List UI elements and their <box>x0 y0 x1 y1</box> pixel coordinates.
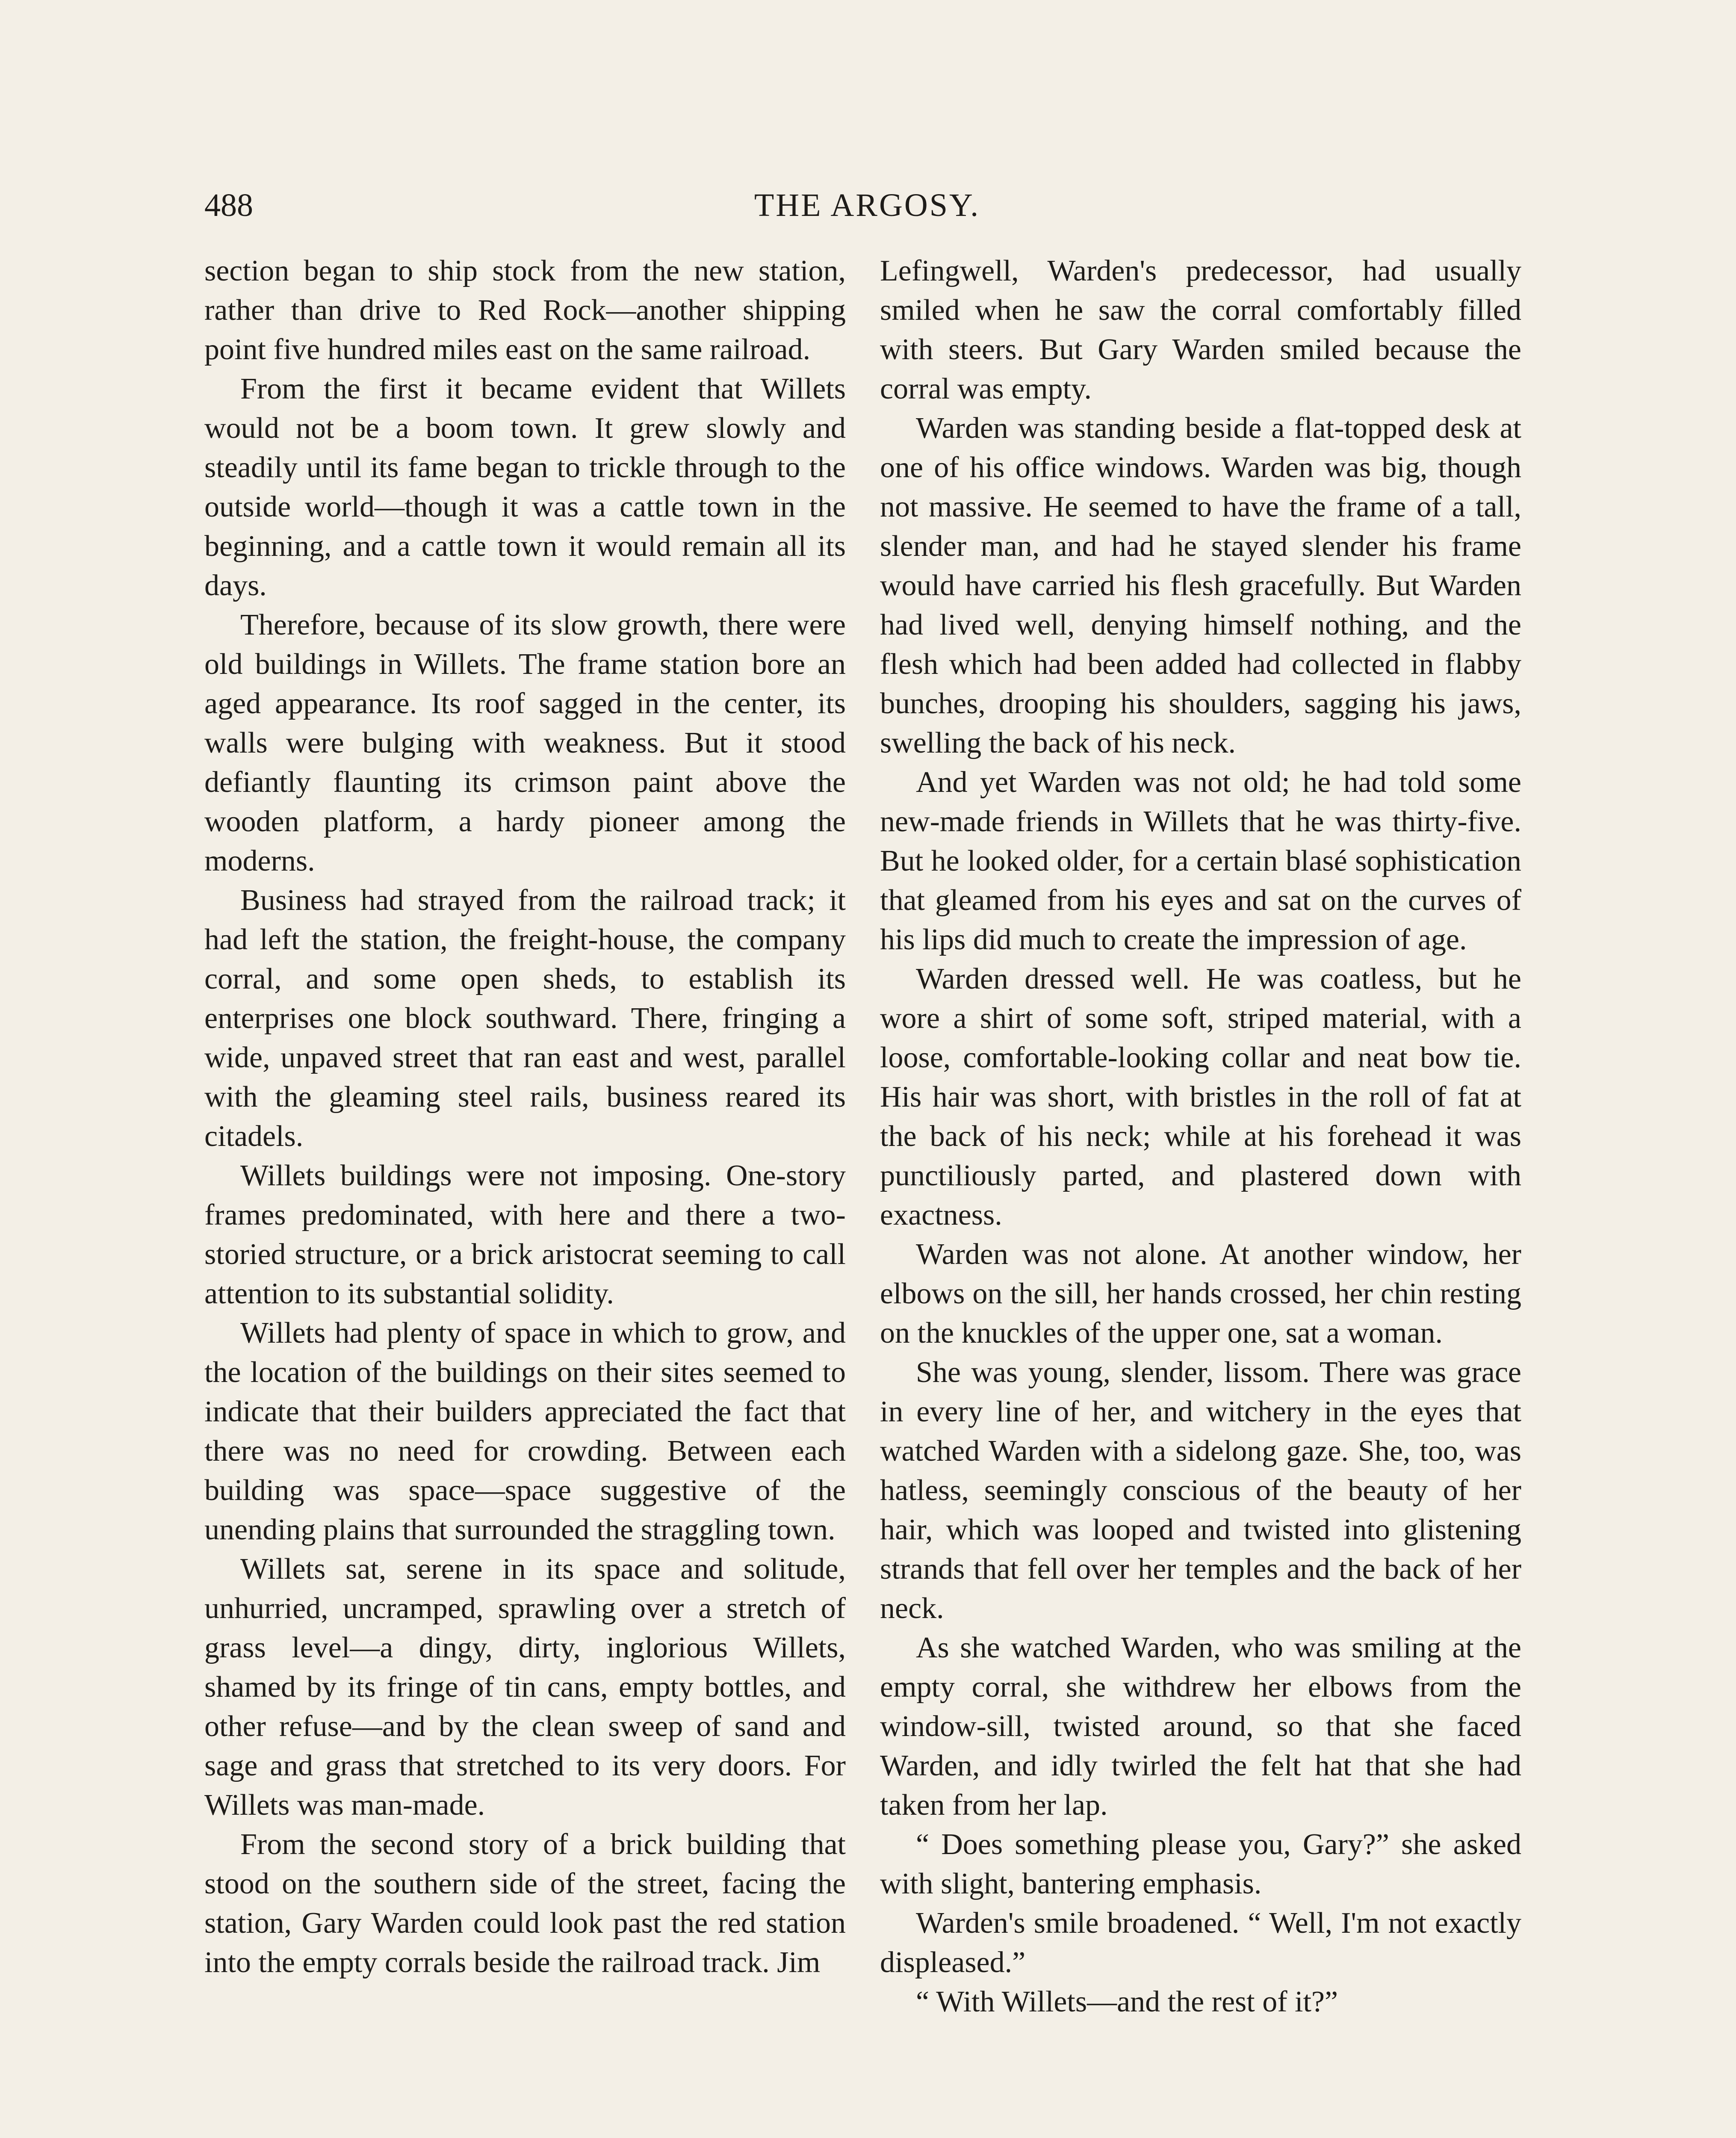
paragraph: “ With Willets—and the rest of it?” <box>916 1985 1338 2018</box>
paragraph: Business had strayed from the railroad track; it had left the station, the freight-house, the company corral, and some open sheds, to establish its enterprises one block southward. There, fringing a wide, unpaved street that ran east and west, parallel with the gleaming steel rails, business reared its citadels. <box>204 884 846 1153</box>
paragraph: Willets had plenty of space in which to grow, and the location of the buildings on their sites seemed to indicate that their builders appreciated the fact that there was no need for crowding. Between each building was space—space suggestive of the unending plains that surrounded the straggling town. <box>204 1317 846 1546</box>
paragraph: Lefingwell, Warden's predecessor, had usually smiled when he saw the corral comfortably filled with steers. But Gary Warden smiled because the corral was empty. <box>880 254 1521 405</box>
paragraph: From the first it became evident that Willets would not be a boom town. It grew slowly and steadily until its fame began to trickle through to the outside world—though it was a cattle town in the beginning, and a cattle town it would remain all its days. <box>204 372 846 602</box>
paragraph: And yet Warden was not old; he had told some new-made friends in Willets that he was thirty-five. But he looked older, for a certain blasé sophistication that gleamed from his eyes and sat on the curves of his lips did much to create the impression of age. <box>880 766 1521 956</box>
paragraph: Therefore, because of its slow growth, there were old buildings in Willets. The frame station bore an aged appearance. Its roof sagged in the center, its walls were bulging with weakness. But it stood defiantly flaunting its crimson paint above the wooden platform, a hardy pioneer among the moderns. <box>204 608 846 877</box>
paragraph: “ Does something please you, Gary?” she asked with slight, bantering emphasis. <box>880 1828 1521 1900</box>
paragraph: Warden dressed well. He was coatless, but he wore a shirt of some soft, striped material, with a loose, comfortable-looking collar and neat bow tie. His hair was short, with bristles in the roll of fat at the back of his neck; while at his forehead it was punctiliously parted, and plastered down with exactness. <box>880 963 1521 1231</box>
paragraph: Warden was standing beside a flat-topped desk at one of his office windows. Warden was big, though not massive. He seemed to have the frame of a tall, slender man, and had he stayed slender his frame would have carried his flesh gracefully. But Warden had lived well, denying himself nothing, and the flesh which had been added had collected in flabby bunches, drooping his shoulders, sagging his jaws, swelling the back of his neck. <box>880 412 1521 759</box>
paragraph: Warden's smile broadened. “ Well, I'm not exactly displeased.” <box>880 1907 1521 1979</box>
right-column <box>880 251 1521 2138</box>
left-column <box>204 251 846 2138</box>
paragraph: As she watched Warden, who was smiling at the empty corral, she withdrew her elbows from the window-sill, twisted around, so that she faced Warden, and idly twirled the felt hat that she had taken from her lap. <box>880 1631 1521 1822</box>
paragraph: section began to ship stock from the new station, rather than drive to Red Rock—another shipping point five hundred miles east on the same railroad. <box>204 254 846 366</box>
page-header <box>204 182 1530 229</box>
running-title: THE ARGOSY. <box>754 187 980 223</box>
paragraph: Willets sat, serene in its space and solitude, unhurried, uncramped, sprawling over a stretch of grass level—a dingy, dirty, inglorious Willets, shamed by its fringe of tin cans, empty bottles, and other refuse—and by the clean sweep of sand and sage and grass that stretched to its very doors. For Willets was man-made. <box>204 1553 846 1822</box>
paragraph: Willets buildings were not imposing. One-story frames predominated, with here and there a two-storied structure, or a brick aristocrat seeming to call attention to its substantial solidity. <box>204 1159 846 1310</box>
paragraph: She was young, slender, lissom. There was grace in every line of her, and witchery in the eyes that watched Warden with a sidelong gaze. She, too, was hatless, seemingly conscious of the beauty of her hair, which was looped and twisted into glistening strands that fell over her temples and the back of her neck. <box>880 1356 1521 1625</box>
page-number: 488 <box>204 187 253 223</box>
paragraph: From the second story of a brick building that stood on the southern side of the street, facing the station, Gary Warden could look past the red station into the empty corrals beside the railroad track. Jim <box>204 1828 846 1979</box>
paragraph: Warden was not alone. At another window, her elbows on the sill, her hands crossed, her chin resting on the knuckles of the upper one, sat a woman. <box>880 1238 1521 1350</box>
